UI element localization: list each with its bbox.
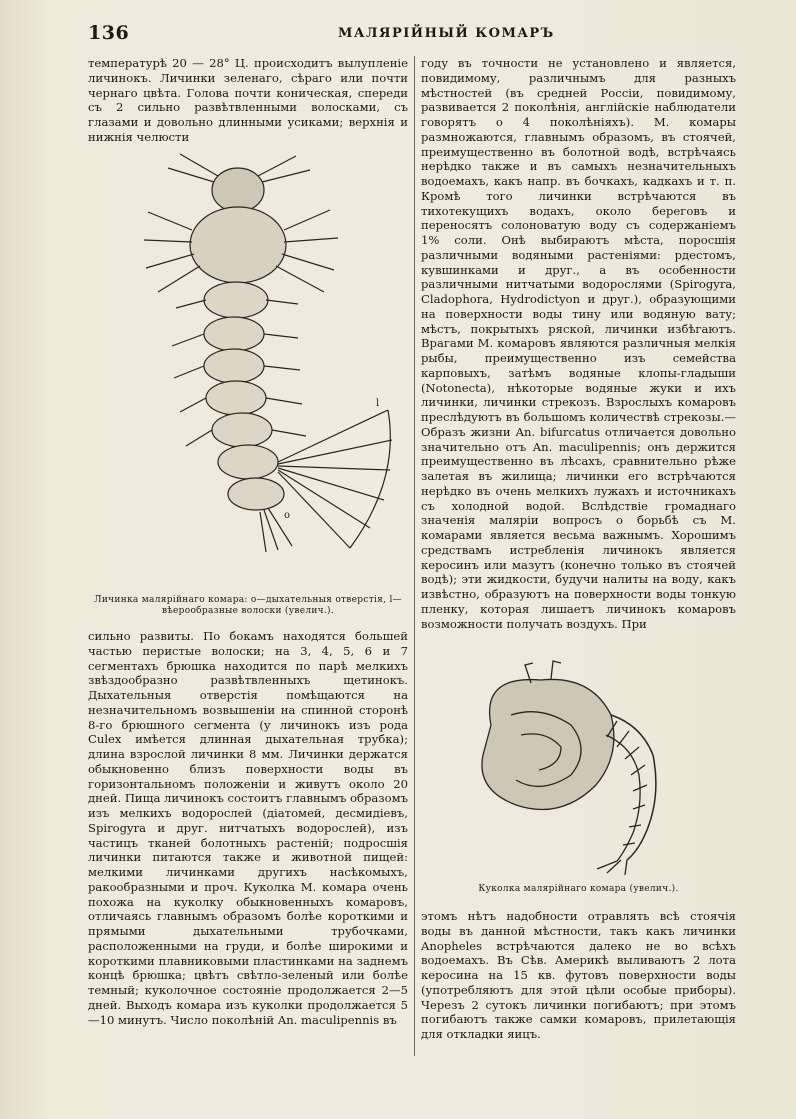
column-divider bbox=[414, 56, 415, 1056]
larva-illustration bbox=[88, 150, 408, 590]
pupa-illustration bbox=[421, 655, 736, 875]
paragraph: этомъ нѣтъ надобности отравлять всѣ стоячія воды въ данной мѣстности, такъ какъ личинки Anopheles встрѣчаются далеко не во всѣхъ водоемахъ. Въ Сѣв. Америкѣ выливаютъ 2 лота керосина на 15 кв. футовъ поверхности воды (употребляютъ для этой цѣли особые приборы). Черезъ 2 сутокъ личинки погибаютъ; при этомъ погибаютъ также самки комаровъ, прилетающія для откладки яицъ. bbox=[421, 909, 736, 1041]
paragraph: сильно развиты. По бокамъ находятся большей частью перистые волоски; на 3, 4, 5, 6 и 7 сегментахъ брюшка находится по парѣ мелкихъ звѣздообразно развѣтвленныхъ щетинокъ. Дыхательныя отверстія помѣщаются на незначительномъ возвышеніи на спинной сторонѣ 8-го брюшного сегмента (у личинокъ изъ рода Culex имѣется длинная дыхательная трубка); длина взрослой личинки 8 мм. Личинки держатся обыкновенно близъ поверхности воды въ горизонтальномъ положеніи и живутъ около 20 дней. Пища личинокъ состоитъ главнымъ образомъ изъ мелкихъ водорослей (діатомей, десмидіевъ, Spirogyra и друг. нитчатыхъ водорослей), изъ частицъ тканей болотныхъ растеній; подросшія личинки питаются также и животной пищей: мелкими личинками другихъ насѣкомыхъ, ракообразными и проч. Куколка М. комара очень похожа на куколку обыкновенныхъ комаровъ, отличаясь главнымъ образомъ болѣе короткими и прямыми дыхательными трубочками, расположенными на груди, и болѣе широкими и короткими плавниковыми пластинками на заднемъ концѣ брюшка; цвѣтъ свѣтло-зеленый или болѣе темный; куколочное состояніе продолжается 2—5 дней. Выходъ комара изъ куколки продолжается 5—10 минутъ. Число поколѣній An. maculipennis въ bbox=[88, 629, 408, 1027]
left-column-top-text bbox=[88, 56, 408, 146]
svg-text:o: o bbox=[284, 510, 291, 521]
right-column-top-text bbox=[421, 56, 736, 666]
right-column-bottom-text bbox=[421, 909, 736, 1069]
paragraph: году въ точности не установлено и является, повидимому, различнымъ для разныхъ мѣстностей (въ средней Россіи, повидимому, развивается 2 поколѣнія, англійскіе наблюдатели говорятъ о 4 поколѣніяхъ). М. комары размножаются, главнымъ образомъ, въ стоячей, преимущественно въ болотной водѣ, встрѣчаясь нерѣдко также и въ самыхъ незначительныхъ водоемахъ, какъ напр. въ бочкахъ, кадкахъ и т. п. Кромѣ того личинки встрѣчаются въ тихотекущихъ водахъ, около береговъ и переносятъ солоноватую воду съ содержаніемъ 1% соли. Онѣ выбираютъ мѣста, поросшія различными водяными растеніями: рдестомъ, кувшинками и друг., а въ особенности различными нитчатыми водорослями (Spirogyra, Cladophora, Hydrodictyon и друг.), образующими на поверхности воды тину или водяную вату; мѣстъ, покрытыхъ ряской, личинки избѣгаютъ. Врагами М. комаровъ являются различныя мелкія рыбы, преимущественно изъ семейства карповыхъ, затѣмъ водяные клопы-гладыши (Notonecta), нѣкоторые водяные жуки и ихъ личинки, личинки стрекозъ. Взрослыхъ комаровъ преслѣдуютъ въ большомъ количествѣ стрекозы.—Образъ жизни An. bifurcatus отличается довольно значительно отъ An. maculipennis; онъ держится преимущественно въ лѣсахъ, сравнительно рѣже залетая въ жилища; личинки его встрѣчаются нерѣдко въ очень мелкихъ лужахъ и источникахъ съ холодной водой. Вслѣдствіе громаднаго значенія маляріи вопросъ о борьбѣ съ М. комарами является весьма важнымъ. Хорошимъ средствамъ истребленія личинокъ является керосинъ или мазутъ (конечно только въ стоячей водѣ); эти жидкости, будучи налиты на воду, какъ извѣстно, образуютъ на поверхности воды тонкую пленку, которая лишаетъ личинокъ комаровъ возможности получать воздухъ. При bbox=[421, 56, 736, 631]
left-column-bottom-text bbox=[88, 629, 408, 1069]
running-title: МАЛЯРІЙНЫЙ КОМАРЪ bbox=[338, 26, 555, 41]
pupa-caption: Куколка малярійнаго комара (увелич.). bbox=[478, 884, 679, 894]
larva-caption: Личинка малярійнаго комара: о—дыхательныя отверстія, l—вѣерообразные волоски (увелич.). bbox=[94, 595, 402, 616]
page-number: 136 bbox=[88, 22, 130, 44]
svg-text:l: l bbox=[376, 398, 380, 409]
page-header bbox=[88, 22, 728, 48]
paragraph: температурѣ 20 — 28° Ц. происходитъ вылупленіе личинокъ. Личинки зеленаго, сѣраго или почти чернаго цвѣта. Голова почти коническая, спереди съ 2 сильно развѣтвленными волосками, съ глазами и довольно длинными усиками; верхнія и нижнія челюсти bbox=[88, 56, 408, 144]
